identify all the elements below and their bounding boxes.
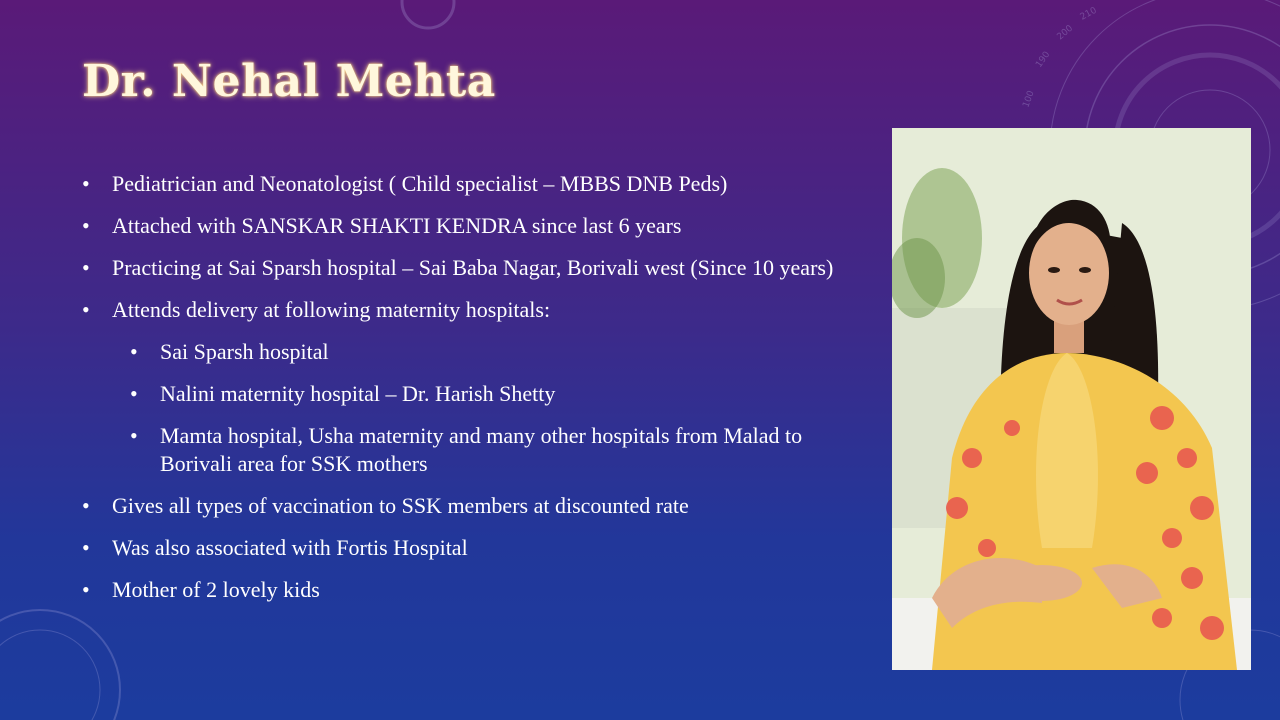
doctor-portrait-photo <box>892 128 1251 670</box>
dial-number: 190 <box>1034 49 1053 70</box>
dial-number: 200 <box>1055 23 1076 43</box>
sub-bullet-item: • Nalini maternity hospital – Dr. Harish Shetty <box>80 380 870 408</box>
bullet-item: • Was also associated with Fortis Hospital <box>80 534 870 562</box>
portrait-illustration <box>892 128 1251 670</box>
bullet-item: • Pediatrician and Neonatologist ( Child specialist – MBBS DNB Peds) <box>80 170 870 198</box>
bullet-item: • Practicing at Sai Sparsh hospital – Sai Baba Nagar, Borivali west (Since 10 years) <box>80 254 870 282</box>
slide-title: Dr. Nehal Mehta <box>82 56 496 107</box>
bullet-list <box>80 170 870 618</box>
bullet-item: • Mother of 2 lovely kids <box>80 576 870 604</box>
dial-number: 210 <box>1078 5 1099 23</box>
dial-number: 100 <box>1021 89 1037 110</box>
bullet-item: • Attends delivery at following maternity hospitals: <box>80 296 870 324</box>
sub-bullet-item: • Mamta hospital, Usha maternity and many other hospitals from Malad to Borivali area for SSK mothers <box>80 422 870 478</box>
sub-bullet-item: • Sai Sparsh hospital <box>80 338 870 366</box>
bullet-item: • Attached with SANSKAR SHAKTI KENDRA since last 6 years <box>80 212 870 240</box>
bullet-item: • Gives all types of vaccination to SSK members at discounted rate <box>80 492 870 520</box>
